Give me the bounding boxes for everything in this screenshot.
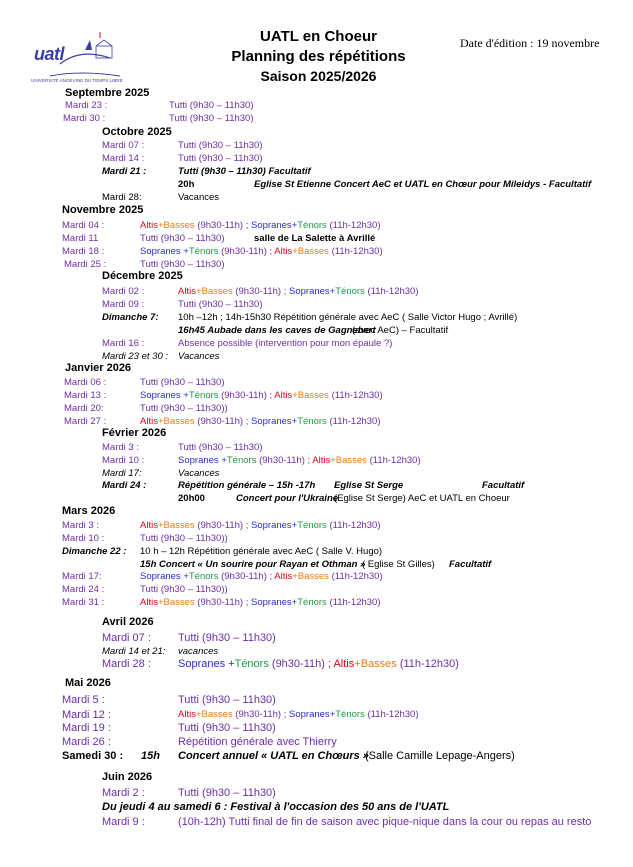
row-text: Tutti (9h30 – 11h30) [169, 100, 254, 111]
hours: (11h-12h30) [326, 220, 381, 231]
plus: + [330, 455, 336, 466]
row-text: Tutti (9h30 – 11h30) [178, 140, 263, 151]
row-date: Dimanche 7: [102, 312, 159, 323]
row-date: Mardi 23 : [65, 100, 108, 111]
row-date: Mardi 20: [64, 403, 104, 414]
logo-text: uatl [34, 44, 65, 64]
row-text: Tutti (9h30 – 11h30) [140, 259, 225, 270]
row-text: Tutti (9h30 – 11h30) [178, 787, 276, 799]
row-date: Mardi 11 [62, 233, 99, 244]
month-heading: Septembre 2025 [65, 87, 150, 99]
basses-label: Basses [335, 455, 367, 466]
row-date: Mardi 28: [102, 192, 142, 203]
row-date: Mardi 5 : [62, 694, 105, 706]
row-text: 10h –12h ; 14h-15h30 Répétition générale avec AeC ( Salle Victor Hugo ; Avrillé) [178, 312, 518, 323]
row-location: (Eglise St Serge) AeC et UATL en Choeur [334, 493, 510, 504]
altis-label: Altis [140, 416, 158, 427]
basses-label: Basses [201, 286, 233, 297]
sopranes-label: Sopranes [289, 286, 330, 297]
sopranes-label: Sopranes [178, 658, 229, 670]
sopranes-label: Sopranes [178, 455, 222, 466]
row-text: Tutti (9h30 – 11h30) Facultatif [178, 166, 311, 177]
row-note: (avec AeC) – Facultatif [352, 325, 449, 336]
basses-label: Basses [163, 220, 195, 231]
row-text: Concert annuel « UATL en Chœurs » [178, 750, 369, 762]
row-text: Concert pour l'Ukraine [236, 493, 339, 504]
row-date: Mardi 26 : [62, 736, 111, 748]
tenors-label: Ténors [188, 246, 219, 257]
row-text: Tutti (9h30 – 11h30) [178, 722, 276, 734]
plus: + [183, 390, 189, 401]
altis-label: Altis [140, 520, 158, 531]
altis-label: Altis [312, 455, 331, 466]
row-date: Mardi 24 : [102, 480, 147, 491]
tenors-label: Ténors [335, 286, 365, 297]
basses-label: Basses [297, 390, 329, 401]
sopranes-label: Sopranes [289, 709, 330, 720]
row-date: Mardi 09 : [102, 299, 145, 310]
row-text: (10h-12h) Tutti final de fin de saison avec pique-nique dans la cour ou repas au resto [178, 816, 592, 828]
plus: + [195, 709, 202, 720]
row-text: Du jeudi 4 au samedi 6 : Festival à l'occasion des 50 ans de l'UATL [102, 801, 450, 813]
hours: (9h30-11h) ; [218, 246, 275, 257]
sopranes-label: Sopranes [251, 220, 292, 231]
month-heading: Mars 2026 [62, 505, 116, 517]
sopranes-label: Sopranes [251, 416, 292, 427]
month-heading: Octobre 2025 [102, 126, 172, 138]
month-heading: Mai 2026 [65, 677, 111, 689]
hours: (11h-12h30) [326, 520, 381, 531]
plus: + [157, 597, 164, 608]
plus: + [329, 709, 336, 720]
altis-label: Altis [274, 246, 293, 257]
row-date: Mardi 07 : [102, 140, 145, 151]
row-date: Mardi 3 : [62, 520, 99, 531]
tenors-label: Ténors [234, 658, 269, 670]
plus: + [157, 220, 164, 231]
hours: (9h30-11h) ; [194, 597, 251, 608]
hours: (11h-12h30) [328, 571, 383, 582]
row-text: 15h Concert « Un sourire pour Rayan et Othman » [140, 559, 366, 570]
plus: + [157, 520, 164, 531]
row-text: Tutti (9h30 – 11h30) [178, 442, 263, 453]
hours: (11h-12h30) [364, 286, 419, 297]
row-date: Mardi 17: [62, 571, 102, 582]
plus: + [157, 416, 164, 427]
row-date: Mardi 24 : [62, 584, 105, 595]
row-text: Tutti (9h30 – 11h30) [178, 632, 276, 644]
row-text: vacances [178, 646, 219, 657]
row-text: 16h45 Aubade dans les caves de Gagnebert [178, 325, 376, 336]
altis-label: Altis [274, 571, 293, 582]
hours: (11h-12h30) [396, 658, 459, 670]
row-date: Mardi 14 et 21: [102, 646, 166, 657]
row-location: salle de La Salette à Avrillé [254, 233, 376, 244]
row-date: Mardi 12 : [62, 709, 111, 721]
row-location: Eglise St Serge [334, 480, 404, 491]
row-date: Mardi 06 : [64, 377, 107, 388]
row-date: Mardi 07 : [102, 632, 151, 644]
basses-label: Basses [163, 597, 195, 608]
basses-label: Basses [163, 520, 195, 531]
row-text: Tutti (9h30 – 11h30)) [140, 403, 228, 414]
sopranes-label: Sopranes [251, 597, 292, 608]
month-heading: Février 2026 [102, 427, 167, 439]
tenors-label: Ténors [297, 597, 327, 608]
tenors-label: Ténors [188, 390, 219, 401]
hours: (9h30-11h) ; [194, 220, 251, 231]
doc-title: UATL en Choeur [260, 28, 377, 45]
row-text: Tutti (9h30 – 11h30) [178, 153, 263, 164]
plus: + [291, 520, 298, 531]
row-date: Mardi 16 : [102, 338, 145, 349]
hours: (11h-12h30) [328, 390, 383, 401]
sopranes-label: Sopranes [140, 390, 184, 401]
altis-label: Altis [333, 658, 355, 670]
hours: (9h30-11h) ; [218, 571, 275, 582]
plus: + [292, 246, 298, 257]
hours: (11h-12h30) [328, 246, 383, 257]
hours: (9h30-11h) ; [232, 709, 289, 720]
row-location: (Salle Camille Lepage-Angers) [365, 750, 515, 762]
row-date: Mardi 18 : [62, 246, 105, 257]
row-text: Tutti (9h30 – 11h30)) [140, 584, 228, 595]
row-date: Mardi 04 : [62, 220, 105, 231]
row-date: Dimanche 22 : [62, 546, 127, 557]
tenors-label: Ténors [335, 709, 365, 720]
row-text: 10 h – 12h Répétition générale avec AeC ( Salle V. Hugo) [140, 546, 383, 557]
plus: + [183, 246, 189, 257]
altis-label: Altis [178, 286, 196, 297]
row-note: Facultatif [482, 480, 525, 491]
row-text: Tutti (9h30 – 11h30) [140, 233, 225, 244]
row-date: Mardi 2 : [102, 787, 145, 799]
row-time: 15h [141, 750, 160, 762]
row-text: Répétition générale – 15h -17h [178, 480, 316, 491]
row-time: 20h [178, 179, 195, 190]
row-date: Mardi 13 : [64, 390, 107, 401]
row-date: Mardi 21 : [102, 166, 147, 177]
tenors-label: Ténors [297, 220, 327, 231]
month-heading: Janvier 2026 [65, 362, 132, 374]
row-text: Tutti (9h30 – 11h30)) [140, 533, 228, 544]
basses-label: Basses [201, 709, 233, 720]
row-text: Tutti (9h30 – 11h30) [169, 113, 254, 124]
row-date: Samedi 30 : [62, 750, 124, 762]
altis-label: Altis [274, 390, 293, 401]
row-location: ( Eglise St Gilles) [362, 559, 435, 570]
row-text: Répétition générale avec Thierry [178, 736, 337, 748]
month-heading: Décembre 2025 [102, 270, 183, 282]
hours: (9h30-11h) ; [256, 455, 313, 466]
sopranes-label: Sopranes [140, 246, 184, 257]
row-text: Vacances [178, 351, 220, 362]
tenors-label: Ténors [297, 416, 327, 427]
hours: (9h30-11h) ; [218, 390, 275, 401]
plus: + [195, 286, 202, 297]
tenors-label: Ténors [226, 455, 257, 466]
plus: + [221, 455, 227, 466]
row-time: 20h00 [178, 493, 205, 504]
altis-label: Altis [178, 709, 196, 720]
basses-label: Basses [297, 571, 329, 582]
hours: (9h30-11h) ; [194, 520, 251, 531]
row-date: Mardi 10 : [62, 533, 105, 544]
edition-date: Date d'édition : 19 novembre [460, 36, 600, 50]
row-text: Tutti (9h30 – 11h30) [178, 299, 263, 310]
row-text: Tutti (9h30 – 11h30) [178, 694, 276, 706]
hours: (9h30-11h) ; [268, 658, 334, 670]
plus: + [291, 597, 298, 608]
tenors-label: Ténors [297, 520, 327, 531]
plus: + [291, 416, 298, 427]
row-date: Mardi 19 : [62, 722, 111, 734]
row-date: Mardi 23 et 30 : [102, 351, 169, 362]
season-title: Saison 2025/2026 [260, 68, 377, 84]
hours: (11h-12h30) [364, 709, 419, 720]
plus: + [292, 390, 298, 401]
plus: + [329, 286, 336, 297]
basses-label: Basses [163, 416, 195, 427]
row-text: Tutti (9h30 – 11h30) [140, 377, 225, 388]
row-date: Mardi 3 : [102, 442, 139, 453]
sopranes-label: Sopranes [140, 571, 184, 582]
hours: (11h-12h30) [326, 416, 381, 427]
month-heading: Avril 2026 [102, 616, 154, 628]
plus: + [354, 658, 361, 670]
tenors-label: Ténors [188, 571, 219, 582]
basses-label: Basses [360, 658, 397, 670]
row-date: Mardi 17: [102, 468, 142, 479]
row-text: Vacances [178, 468, 220, 479]
row-text: Vacances [178, 192, 220, 203]
row-text: Eglise St Etienne Concert AeC et UATL en Chœur pour Mileidys - Facultatif [254, 179, 592, 190]
doc-subtitle: Planning des répétitions [231, 48, 406, 65]
row-note: Facultatif [449, 559, 492, 570]
altis-label: Altis [140, 597, 158, 608]
sopranes-label: Sopranes [251, 520, 292, 531]
hours: (11h-12h30) [326, 597, 381, 608]
month-heading: Juin 2026 [102, 771, 153, 783]
plus: + [292, 571, 298, 582]
plus: + [291, 220, 298, 231]
row-date: Mardi 30 : [63, 113, 106, 124]
hours: (9h30-11h) ; [194, 416, 251, 427]
row-date: Mardi 25 : [64, 259, 107, 270]
basses-label: Basses [297, 246, 329, 257]
row-text: Absence possible (intervention pour mon épaule ?) [178, 338, 393, 349]
plus: + [183, 571, 189, 582]
logo-subtitle: UNIVERSITÉ ANGEVINE DU TEMPS LIBRE [31, 78, 123, 83]
row-date: Mardi 10 : [102, 455, 145, 466]
month-heading: Novembre 2025 [62, 204, 144, 216]
row-date: Mardi 9 : [102, 816, 145, 828]
hours: (9h30-11h) ; [232, 286, 289, 297]
row-date: Mardi 28 : [102, 658, 151, 670]
plus: + [228, 658, 235, 670]
row-date: Mardi 02 : [102, 286, 145, 297]
row-date: Mardi 27 : [64, 416, 107, 427]
row-date: Mardi 31 : [62, 597, 105, 608]
row-date: Mardi 14 : [102, 153, 145, 164]
hours: (11h-12h30) [366, 455, 421, 466]
altis-label: Altis [140, 220, 158, 231]
